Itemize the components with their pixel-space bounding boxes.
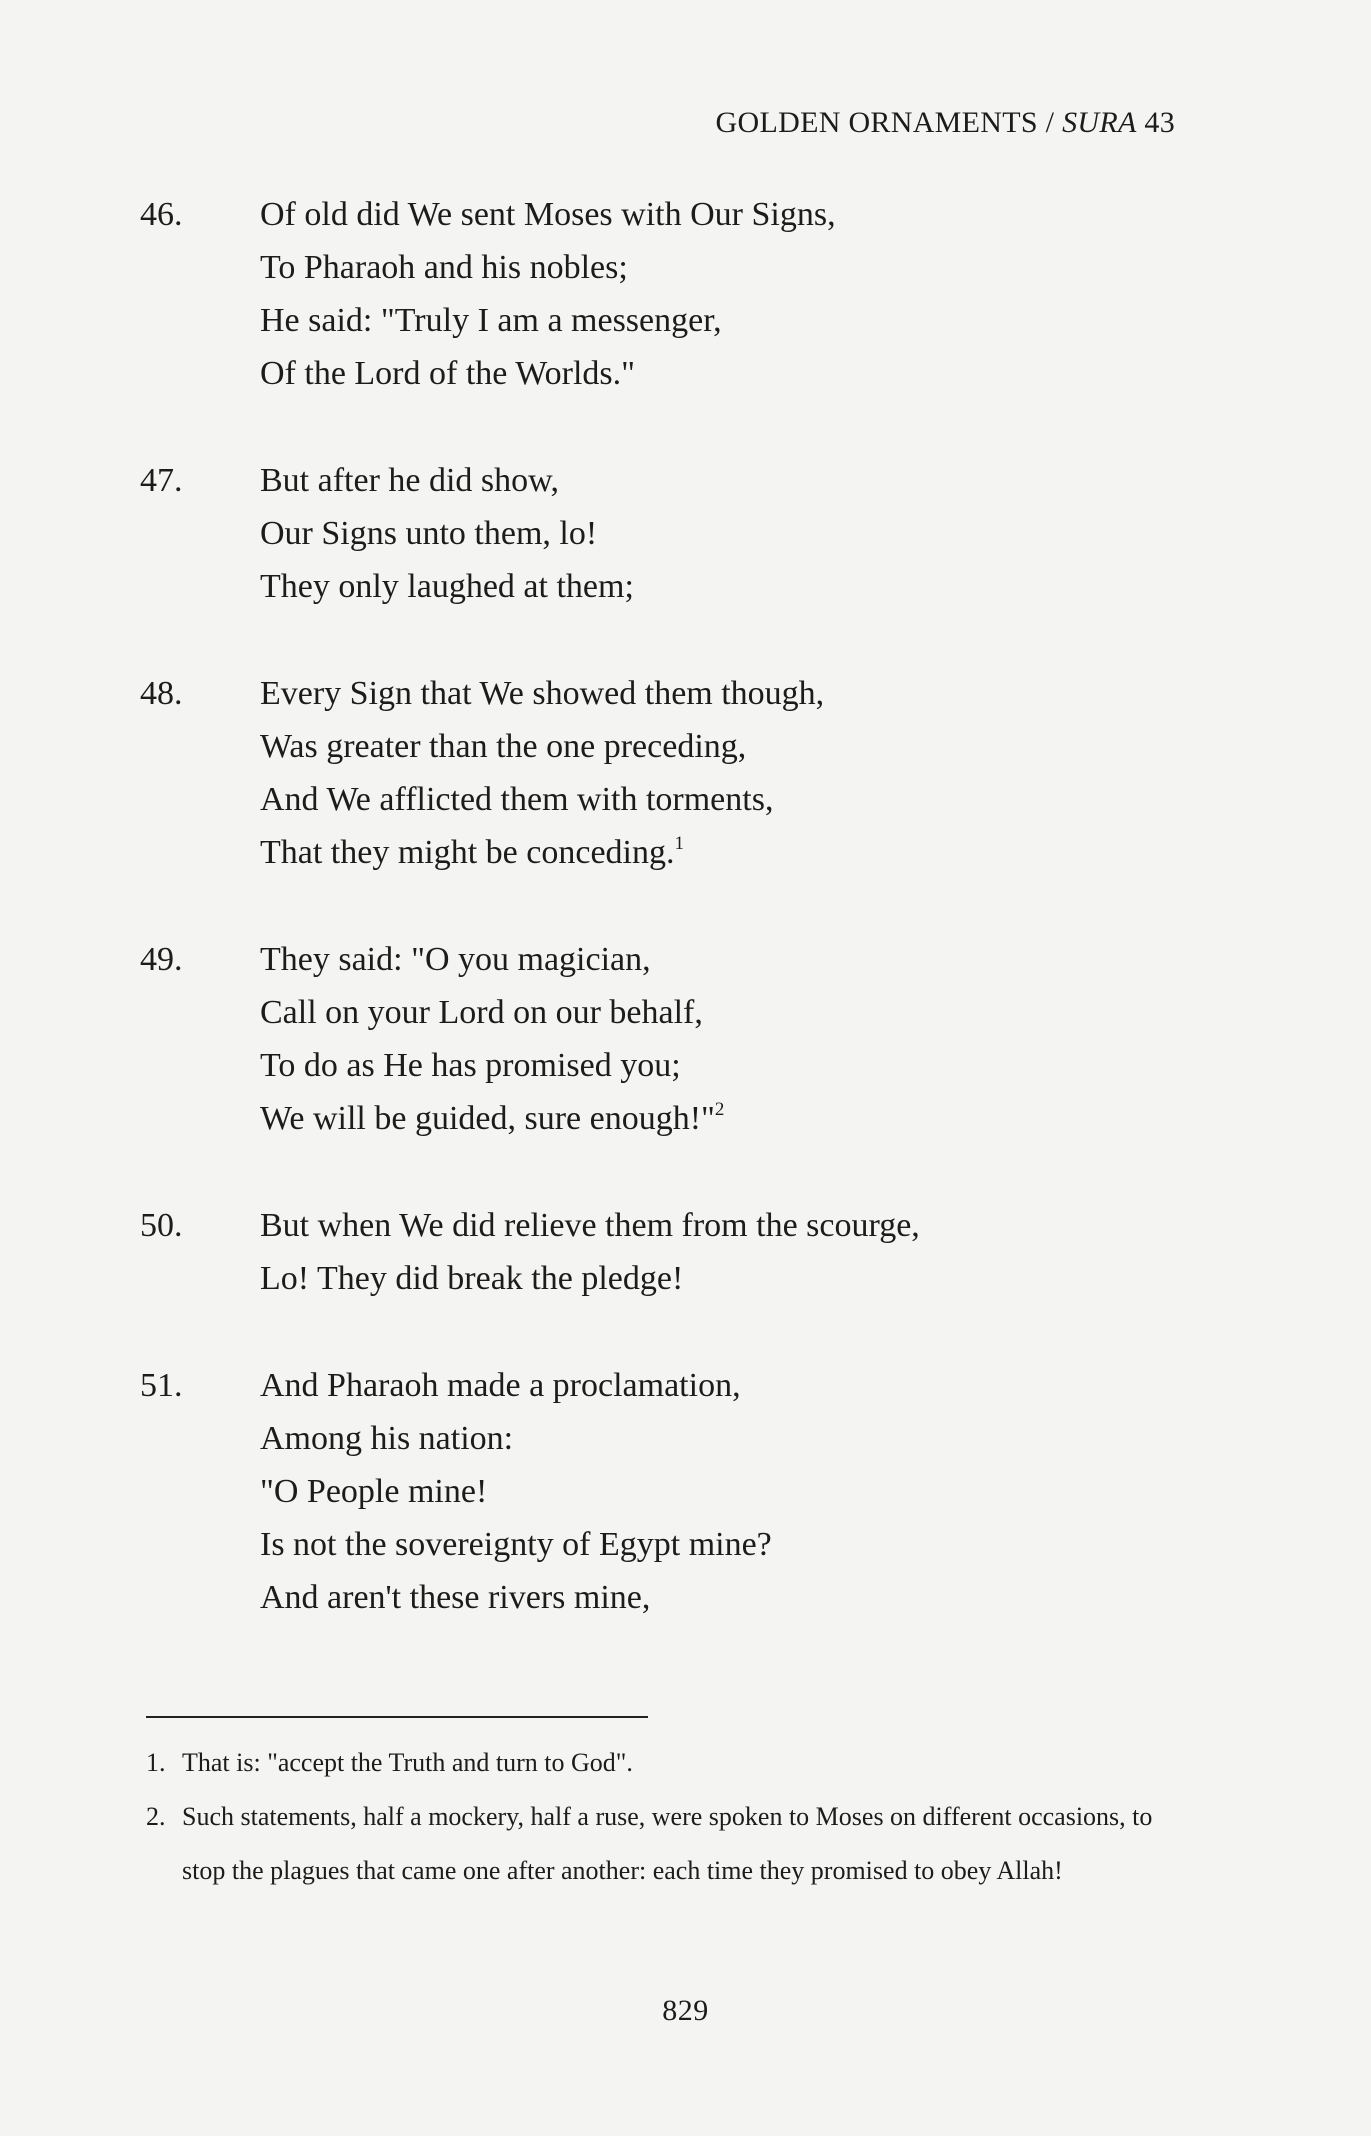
footnote-number: 2.	[146, 1802, 166, 1831]
verse-number: 49.	[140, 941, 183, 978]
footnote-text: That is: "accept the Truth and turn to God".	[182, 1748, 633, 1777]
verse-line: But when We did relieve them from the scourge,	[260, 1207, 920, 1244]
verse-number: 47.	[140, 462, 183, 499]
footnote-divider	[146, 1716, 648, 1718]
verse-line: Is not the sovereignty of Egypt mine?	[260, 1526, 772, 1563]
verse-lines	[260, 188, 1200, 400]
verse-line	[260, 826, 1200, 879]
verse-line: To do as He has promised you;	[260, 1047, 681, 1084]
verse-line: Lo! They did break the pledge!	[260, 1260, 684, 1297]
verse-number: 48.	[140, 675, 183, 712]
verse-line: Our Signs unto them, lo!	[260, 515, 598, 552]
verse-line: Among his nation:	[260, 1420, 514, 1457]
footnote-1	[146, 1736, 1186, 1790]
verse-line: And We afflicted them with torments,	[260, 781, 774, 818]
verse-lines	[260, 667, 1200, 879]
verse-number: 50.	[140, 1207, 183, 1244]
verse-49	[140, 933, 1200, 1145]
verse-number: 46.	[140, 196, 183, 233]
verse-line: Every Sign that We showed them though,	[260, 675, 825, 712]
running-head-title: GOLDEN ORNAMENTS /	[715, 106, 1063, 139]
verse-line-text: That they might be conceding.	[260, 834, 675, 871]
footnote-2	[146, 1790, 1186, 1898]
verse-line-text: We will be guided, sure enough!"	[260, 1100, 715, 1137]
verse-line: They said: "O you magician,	[260, 941, 651, 978]
verse-line: Call on your Lord on our behalf,	[260, 994, 703, 1031]
verse-line: They only laughed at them;	[260, 568, 634, 605]
verse-lines	[260, 1359, 1200, 1624]
verse-list	[140, 188, 1200, 1678]
verse-line: And Pharaoh made a proclamation,	[260, 1367, 741, 1404]
verse-47	[140, 454, 1200, 613]
verse-line: And aren't these rivers mine,	[260, 1579, 651, 1616]
running-head-sura-word: SURA	[1062, 106, 1137, 139]
verse-line	[260, 1092, 1200, 1145]
verse-51	[140, 1359, 1200, 1624]
verse-line: Of old did We sent Moses with Our Signs,	[260, 196, 836, 233]
footnote-list	[146, 1736, 1186, 1898]
running-head-sura-number: 43	[1136, 106, 1175, 139]
verse-lines	[260, 454, 1200, 613]
verse-line: Was greater than the one preceding,	[260, 728, 747, 765]
page-number: 829	[662, 1994, 709, 2027]
verse-46	[140, 188, 1200, 400]
verse-number: 51.	[140, 1367, 183, 1404]
running-head	[716, 106, 1175, 140]
verse-line: But after he did show,	[260, 462, 560, 499]
verse-line: Of the Lord of the Worlds."	[260, 355, 635, 392]
verse-line: To Pharaoh and his nobles;	[260, 249, 628, 286]
verse-lines	[260, 1199, 1200, 1305]
verse-line: He said: "Truly I am a messenger,	[260, 302, 722, 339]
verse-lines	[260, 933, 1200, 1145]
footnote-text: Such statements, half a mockery, half a ruse, were spoken to Moses on different occasions, to stop the plagues that came one after another: each time they promised to obey Allah!	[182, 1802, 1153, 1885]
verse-line: "O People mine!	[260, 1473, 488, 1510]
verse-48	[140, 667, 1200, 879]
footnote-number: 1.	[146, 1748, 166, 1777]
footnote-ref-1[interactable]: 1	[674, 833, 684, 854]
footnote-ref-2[interactable]: 2	[714, 1099, 725, 1120]
verse-50	[140, 1199, 1200, 1305]
